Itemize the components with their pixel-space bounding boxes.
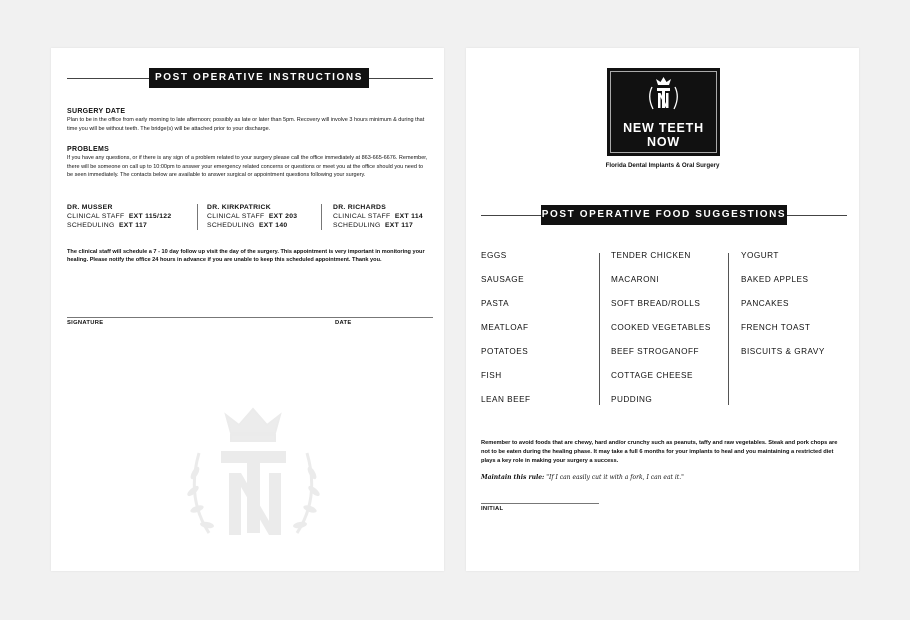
foods-to-avoid-note: Remember to avoid foods that are chewy, hard and/or crunchy such as peanuts, taffy and raw vegetables. Steak and pork chops are not to be eaten during the healing phase. It may take a full 6 months for your implants to heal and you maintaining a restricted diet plays a key role in making your surgery a success.	[481, 440, 838, 464]
banner-rule-right	[369, 78, 433, 79]
doctor-name: DR. RICHARDS	[333, 204, 387, 211]
new-teeth-now-logo	[607, 68, 720, 156]
clinical-label: CLINICAL STAFF	[207, 213, 265, 220]
fork-rule-label: Maintain this rule:	[481, 474, 545, 481]
food-column-divider	[599, 253, 600, 405]
clinic-name: Florida Dental Implants & Oral Surgery	[605, 162, 720, 169]
food-item: TENDER CHICKEN	[611, 251, 691, 260]
crown-monogram-icon	[648, 77, 679, 113]
instructions-banner: POST OPERATIVE INSTRUCTIONS	[149, 68, 369, 88]
doctor-divider	[197, 204, 198, 230]
problems-title: PROBLEMS	[67, 146, 110, 153]
doctor-name: DR. MUSSER	[67, 204, 113, 211]
clinical-label: CLINICAL STAFF	[333, 213, 391, 220]
food-banner: POST OPERATIVE FOOD SUGGESTIONS	[541, 205, 787, 225]
surgery-date-title: SURGERY DATE	[67, 108, 126, 115]
surgery-date-text: Plan to be in the office from early morning to late afternoon; possibly as late or later than 5pm. Recovery will involve 3 hours minimum & during that time you will be without teeth. The bridge(s) will be attached prior to your discharge.	[67, 117, 425, 132]
date-label: DATE	[335, 320, 352, 326]
food-item: FISH	[481, 371, 502, 380]
scheduling-label: SCHEDULING	[207, 222, 255, 229]
scheduling-label: SCHEDULING	[67, 222, 115, 229]
doctor-musser-contact	[67, 203, 171, 230]
food-item: BEEF STROGANOFF	[611, 347, 700, 356]
food-item: LEAN BEEF	[481, 395, 531, 404]
logo-watermark-icon	[181, 403, 326, 558]
doctor-name: DR. KIRKPATRICK	[207, 204, 271, 211]
banner-rule-left	[481, 215, 541, 216]
food-column-divider	[728, 253, 729, 405]
signature-line[interactable]	[67, 317, 433, 318]
logo-line-2: NOW	[647, 135, 680, 149]
initial-line[interactable]	[481, 503, 599, 504]
food-item: PASTA	[481, 299, 510, 308]
clinical-ext: EXT 115/122	[128, 213, 172, 220]
food-item: SAUSAGE	[481, 275, 525, 284]
food-item: BAKED APPLES	[741, 275, 809, 284]
fork-rule-quote: "If I can easily cut it with a fork, I can eat it."	[546, 474, 684, 481]
doctor-divider	[321, 204, 322, 230]
problems-text: If you have any questions, or if there is any sign of a problem related to your surgery please call the office immediately at 863-665-6676. Remember, there will be someone on call up to 10:00pm to answer your emergency related concerns or questions or meet you at the office should you need to be seen immediately. The contacts below are available to answer surgical or appointment questions following your surgery.	[67, 155, 428, 179]
food-item: MEATLOAF	[481, 323, 529, 332]
food-item: EGGS	[481, 251, 507, 260]
clinical-ext: EXT 203	[268, 213, 298, 220]
fork-rule	[481, 474, 684, 481]
food-item: SOFT BREAD/ROLLS	[611, 299, 701, 308]
food-item: BISCUITS & GRAVY	[741, 347, 825, 356]
clinical-label: CLINICAL STAFF	[67, 213, 125, 220]
logo-line-1: NEW TEETH	[623, 121, 704, 135]
scheduling-ext: EXT 117	[118, 222, 148, 229]
food-suggestions-page	[466, 48, 859, 571]
food-item: FRENCH TOAST	[741, 323, 811, 332]
banner-rule-right	[787, 215, 847, 216]
food-item: POTATOES	[481, 347, 529, 356]
doctor-kirkpatrick-contact	[207, 203, 297, 230]
food-item: COOKED VEGETABLES	[611, 323, 711, 332]
food-item: MACARONI	[611, 275, 660, 284]
scheduling-label: SCHEDULING	[333, 222, 381, 229]
doctor-richards-contact	[333, 203, 423, 230]
post-op-instructions-page	[51, 48, 444, 571]
food-item: COTTAGE CHEESE	[611, 371, 693, 380]
food-item: PANCAKES	[741, 299, 789, 308]
clinical-ext: EXT 114	[394, 213, 424, 220]
food-item: PUDDING	[611, 395, 653, 404]
banner-rule-left	[67, 78, 149, 79]
scheduling-ext: EXT 140	[258, 222, 288, 229]
scheduling-ext: EXT 117	[384, 222, 414, 229]
initial-label: INITIAL	[481, 506, 504, 512]
follow-up-note: The clinical staff will schedule a 7 - 10 day follow up visit the day of the surgery. This appointment is very important in monitoring your healing. Please notify the office 24 hours in advance if you are unable to keep this scheduled appointment. Thank you.	[67, 249, 425, 264]
food-item: YOGURT	[741, 251, 779, 260]
signature-label: SIGNATURE	[67, 320, 104, 326]
